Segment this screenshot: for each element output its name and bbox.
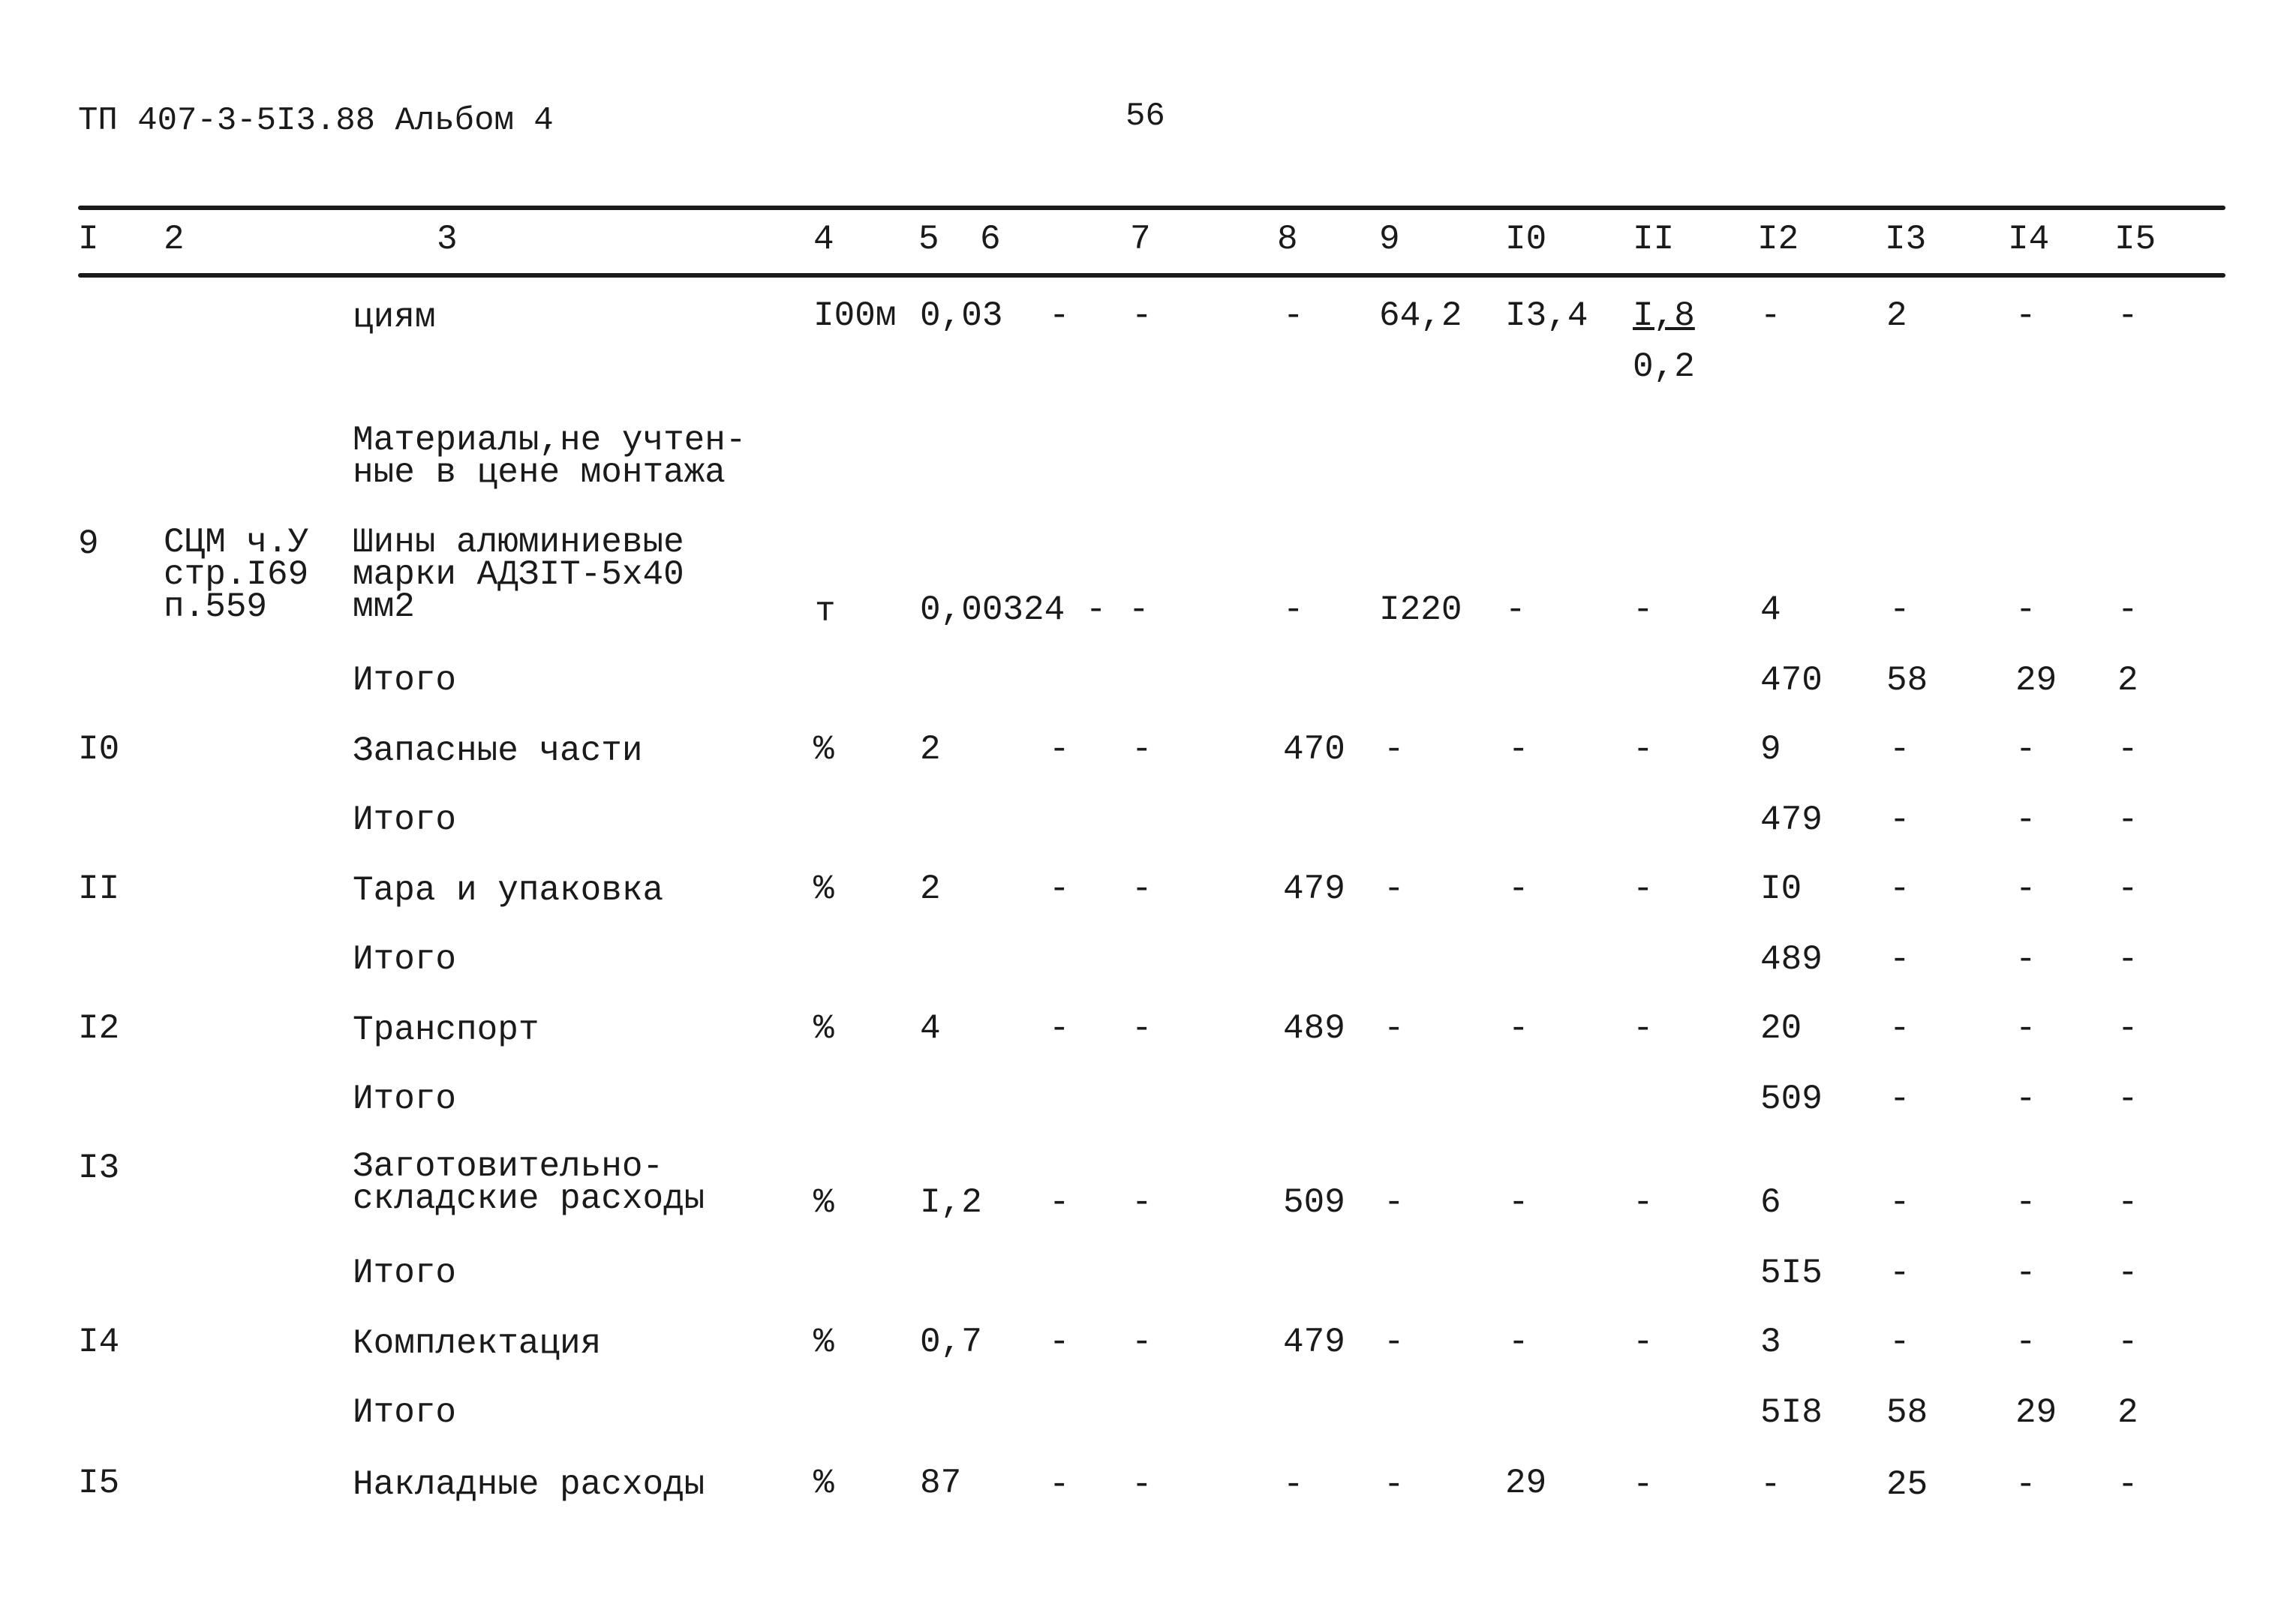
value-cell: 29 <box>1505 1464 1547 1503</box>
value-cell: 29 <box>2015 1393 2057 1432</box>
value-cell: - <box>1508 1009 1529 1048</box>
value-cell: - <box>1760 1465 1781 1504</box>
description-cell: циям <box>353 298 436 337</box>
value-cell: - <box>2117 800 2138 840</box>
value-cell: - <box>1131 730 1153 769</box>
value-cell: - <box>1283 296 1304 335</box>
value-cell: 29 <box>2015 661 2057 700</box>
value-cell: 509 <box>1283 1183 1345 1222</box>
value-cell: - <box>1283 590 1304 629</box>
value-cell: - <box>2117 1465 2138 1504</box>
value-cell: - <box>1384 1323 1405 1362</box>
value-cell: 5I8 <box>1760 1393 1823 1432</box>
quantity-cell: 87 <box>920 1464 962 1503</box>
value-cell: - <box>1889 870 1910 909</box>
description-cell: Транспорт <box>353 1011 539 1050</box>
value-cell: - <box>1131 870 1153 909</box>
value-cell: - <box>2015 870 2036 909</box>
value-cell: - <box>1633 1183 1654 1222</box>
value-cell: 479 <box>1283 1323 1345 1362</box>
row-number-cell: II <box>78 870 120 909</box>
value-cell: 470 <box>1760 661 1823 700</box>
column-header: I <box>78 220 99 259</box>
value-cell: - <box>1889 800 1910 840</box>
value-cell: 58 <box>1886 1393 1928 1432</box>
value-cell: - <box>1384 870 1405 909</box>
value-cell: - <box>1384 1183 1405 1222</box>
quantity-cell: 0,03 <box>920 296 1003 335</box>
value-cell: 479 <box>1283 870 1345 909</box>
description-cell: Запасные части <box>353 731 643 770</box>
value-cell: 0,2 <box>1633 347 1695 386</box>
value-cell: - <box>1384 1465 1405 1504</box>
row-number-cell: I3 <box>78 1149 120 1188</box>
page-number: 56 <box>1125 98 1165 135</box>
value-cell: - <box>2015 940 2036 979</box>
column-header: II <box>1633 220 1675 259</box>
value-cell: - <box>1505 590 1526 629</box>
unit-cell: I00м <box>813 296 897 335</box>
column-header: 4 <box>813 220 834 259</box>
unit-cell: % <box>813 1183 834 1222</box>
row-number-cell: I5 <box>78 1464 120 1503</box>
description-cell: Итого <box>353 661 457 700</box>
description-cell: Тара и упаковка <box>353 871 664 910</box>
value-cell: - <box>1889 730 1910 769</box>
column-header: 5 <box>918 220 939 259</box>
description-cell: Итого <box>353 940 457 979</box>
quantity-cell: 0,7 <box>920 1323 982 1362</box>
unit-cell: т <box>815 592 836 631</box>
value-cell: - <box>2015 1183 2036 1222</box>
value-cell: - <box>1283 1465 1304 1504</box>
column-header: I2 <box>1757 220 1799 259</box>
description-cell: Итого <box>353 1080 457 1119</box>
value-cell: I220 <box>1379 590 1462 629</box>
value-cell: - <box>2117 1183 2138 1222</box>
value-cell: - <box>2117 1254 2138 1293</box>
column-header: 6 <box>980 220 1001 259</box>
value-cell: - <box>1889 1009 1910 1048</box>
value-cell: - <box>1128 590 1150 629</box>
value-cell: 509 <box>1760 1080 1823 1119</box>
value-cell: I,8 <box>1633 296 1695 335</box>
value-cell: - <box>1049 1465 1070 1504</box>
value-cell: - <box>1633 590 1654 629</box>
value-cell: - <box>1889 1183 1910 1222</box>
column-header: 9 <box>1379 220 1400 259</box>
value-cell: - <box>1131 1009 1153 1048</box>
value-cell: - <box>2117 730 2138 769</box>
row-number-cell: I4 <box>78 1323 120 1362</box>
value-cell: 2 <box>2117 1393 2138 1432</box>
unit-cell: % <box>813 870 834 909</box>
description-cell: Итого <box>353 1254 457 1293</box>
value-cell: - <box>1049 1183 1070 1222</box>
value-cell: - <box>2117 940 2138 979</box>
value-cell: - <box>1889 940 1910 979</box>
unit-cell: % <box>813 730 834 769</box>
value-cell: - <box>1384 1009 1405 1048</box>
unit-cell: % <box>813 1323 834 1362</box>
value-cell: - <box>2117 1080 2138 1119</box>
value-cell: - <box>2015 296 2036 335</box>
description-cell: Заготовительно- складские расходы <box>353 1147 705 1218</box>
value-cell: - <box>1633 730 1654 769</box>
column-header: 7 <box>1130 220 1151 259</box>
column-header: 2 <box>164 220 185 259</box>
value-cell: - <box>2015 590 2036 629</box>
value-cell: - <box>2117 1009 2138 1048</box>
description-cell: Материалы,не учтен- ные в цене монтажа <box>353 421 747 492</box>
value-cell: - <box>1384 730 1405 769</box>
value-cell: - <box>2015 1080 2036 1119</box>
value-cell: - <box>1633 1009 1654 1048</box>
value-cell: - <box>1049 1323 1070 1362</box>
value-cell: - <box>1508 870 1529 909</box>
value-cell: 2 <box>1886 296 1907 335</box>
value-cell: - <box>1508 1323 1529 1362</box>
value-cell: - <box>1633 1465 1654 1504</box>
value-cell: 6 <box>1760 1183 1781 1222</box>
description-cell: Итого <box>353 800 457 840</box>
value-cell: - <box>2117 870 2138 909</box>
description-cell: Итого <box>353 1393 457 1432</box>
value-cell: - <box>2015 1009 2036 1048</box>
value-cell: - <box>1131 1465 1153 1504</box>
unit-cell: % <box>813 1009 834 1048</box>
value-cell: 470 <box>1283 730 1345 769</box>
value-cell: 479 <box>1760 800 1823 840</box>
value-cell: - <box>1131 1323 1153 1362</box>
column-header: 3 <box>437 220 458 259</box>
value-cell: - <box>1633 870 1654 909</box>
value-cell: - <box>1049 296 1070 335</box>
value-cell: - <box>1131 1183 1153 1222</box>
column-header: I0 <box>1505 220 1547 259</box>
value-cell: - <box>1049 870 1070 909</box>
value-cell: 9 <box>1760 730 1781 769</box>
value-cell: - <box>1508 1183 1529 1222</box>
unit-cell: % <box>813 1464 834 1503</box>
value-cell: 25 <box>1886 1465 1928 1504</box>
quantity-cell: I,2 <box>920 1183 982 1222</box>
description-cell: Накладные расходы <box>353 1465 705 1504</box>
value-cell: - <box>1889 1323 1910 1362</box>
value-cell: - <box>1131 296 1153 335</box>
row-number-cell: I2 <box>78 1009 120 1048</box>
quantity-cell: 0,00324 - <box>920 590 1107 629</box>
column-header: I4 <box>2008 220 2050 259</box>
value-cell: - <box>2015 800 2036 840</box>
value-cell: 4 <box>1760 590 1781 629</box>
value-cell: - <box>1049 730 1070 769</box>
value-cell: I3,4 <box>1505 296 1588 335</box>
value-cell: - <box>2015 730 2036 769</box>
value-cell: - <box>2117 296 2138 335</box>
value-cell: I0 <box>1760 870 1802 909</box>
value-cell: - <box>1633 1323 1654 1362</box>
column-header: I5 <box>2114 220 2156 259</box>
description-cell: Комплектация <box>353 1324 602 1363</box>
source-reference-cell: СЦМ ч.У стр.I69 п.559 <box>164 523 309 626</box>
value-cell: - <box>2015 1254 2036 1293</box>
value-cell: - <box>1889 1254 1910 1293</box>
column-header: I3 <box>1885 220 1927 259</box>
value-cell: - <box>1508 730 1529 769</box>
row-number-cell: 9 <box>78 524 99 563</box>
value-cell: 58 <box>1886 661 1928 700</box>
value-cell: - <box>2117 590 2138 629</box>
value-cell: 2 <box>2117 661 2138 700</box>
value-cell: 489 <box>1760 940 1823 979</box>
header-bottom-rule <box>78 273 2225 278</box>
value-cell: - <box>2015 1323 2036 1362</box>
value-cell: - <box>2117 1323 2138 1362</box>
value-cell: - <box>1889 1080 1910 1119</box>
value-cell: - <box>1049 1009 1070 1048</box>
value-cell: 3 <box>1760 1323 1781 1362</box>
table-top-rule <box>78 206 2225 210</box>
quantity-cell: 2 <box>920 870 941 909</box>
row-number-cell: I0 <box>78 730 120 769</box>
quantity-cell: 4 <box>920 1009 941 1048</box>
value-cell: 489 <box>1283 1009 1345 1048</box>
value-cell: 5I5 <box>1760 1254 1823 1293</box>
value-cell: - <box>2015 1465 2036 1504</box>
value-cell: 64,2 <box>1379 296 1462 335</box>
document-reference: ТП 407-3-5I3.88 Альбом 4 <box>78 102 554 140</box>
description-cell: Шины алюминиевые марки АДЗIТ-5х40 мм2 <box>353 523 684 626</box>
value-cell: - <box>1889 590 1910 629</box>
value-cell: - <box>1760 296 1781 335</box>
value-cell: 20 <box>1760 1009 1802 1048</box>
quantity-cell: 2 <box>920 730 941 769</box>
column-header: 8 <box>1277 220 1298 259</box>
